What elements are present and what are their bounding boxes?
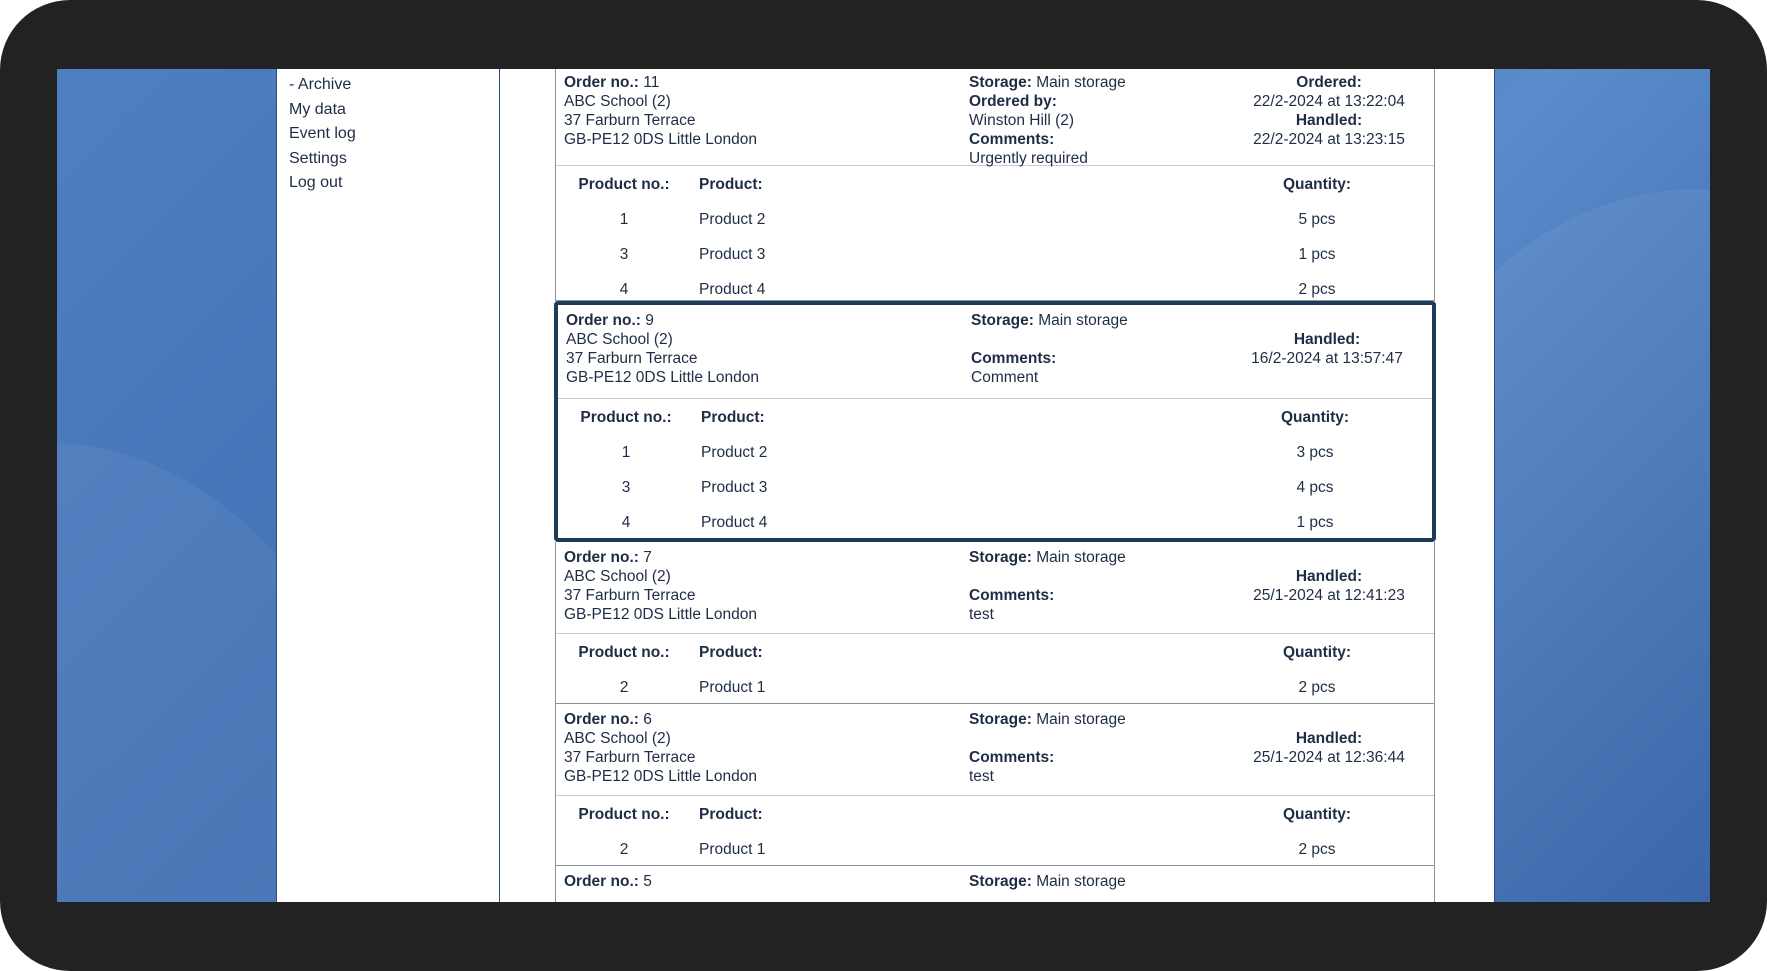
- customer-street: 37 Farburn Terrace: [564, 112, 696, 129]
- sidebar-item-event-log[interactable]: Event log: [289, 125, 356, 142]
- storage-label: Storage:: [969, 873, 1032, 890]
- storage-label: Storage:: [969, 74, 1032, 91]
- customer-name: ABC School (2): [564, 568, 671, 585]
- ordered-date: 22/2-2024 at 13:22:04: [1253, 93, 1405, 110]
- comments-value: Comment: [971, 369, 1039, 386]
- storage-value: Main storage: [1036, 549, 1126, 566]
- handled-date: 16/2-2024 at 13:57:47: [1251, 350, 1403, 367]
- order-address: [566, 311, 759, 387]
- quantity-header: Quantity:: [1282, 644, 1352, 661]
- table-row: [558, 510, 1432, 538]
- product-header: Product:: [699, 176, 763, 193]
- desktop-background: [57, 69, 1710, 902]
- sidebar-item-log-out[interactable]: Log out: [289, 174, 343, 191]
- product-header: Product:: [699, 644, 763, 661]
- customer-city: GB-PE12 0DS Little London: [564, 768, 758, 785]
- product-quantity: 2 pcs: [1298, 281, 1336, 298]
- storage-label: Storage:: [969, 711, 1032, 728]
- order-card[interactable]: [555, 69, 1435, 301]
- comments-value: test: [969, 768, 994, 785]
- order-dates: [1242, 311, 1412, 368]
- product-quantity: 2 pcs: [1298, 841, 1336, 858]
- product-quantity: 4 pcs: [1296, 479, 1334, 496]
- items-header-row: [556, 640, 1434, 675]
- comments-label: Comments:: [971, 350, 1057, 367]
- storage-value: Main storage: [1036, 711, 1126, 728]
- order-items: [556, 166, 1434, 300]
- handled-date: 25/1-2024 at 12:36:44: [1253, 749, 1405, 766]
- product-name: Product 1: [699, 679, 766, 696]
- table-row: [556, 837, 1434, 865]
- order-dates: [1244, 73, 1414, 149]
- product-name: Product 3: [701, 479, 768, 496]
- order-card[interactable]: [555, 866, 1435, 902]
- product-quantity: 3 pcs: [1296, 444, 1334, 461]
- customer-street: 37 Farburn Terrace: [564, 587, 696, 604]
- product-no-header: Product no.:: [578, 806, 670, 823]
- order-card[interactable]: [555, 704, 1435, 866]
- order-info: [971, 311, 1128, 387]
- product-name: Product 4: [701, 514, 768, 531]
- product-no: 1: [621, 444, 631, 461]
- handled-date: 22/2-2024 at 13:23:15: [1253, 131, 1405, 148]
- order-address: [564, 73, 757, 149]
- order-no-label: Order no.:: [566, 312, 641, 329]
- product-name: Product 2: [699, 211, 766, 228]
- product-no: 3: [619, 246, 629, 263]
- table-row: [558, 440, 1432, 475]
- comments-label: Comments:: [969, 749, 1055, 766]
- product-name: Product 1: [699, 841, 766, 858]
- handled-label: Handled:: [1295, 730, 1363, 747]
- customer-name: ABC School (2): [564, 730, 671, 747]
- product-no-header: Product no.:: [580, 409, 672, 426]
- handled-label: Handled:: [1293, 331, 1361, 348]
- customer-name: ABC School (2): [564, 93, 671, 110]
- table-row: [558, 475, 1432, 510]
- order-dates: [1244, 548, 1414, 605]
- customer-city: GB-PE12 0DS Little London: [564, 606, 758, 623]
- order-items: [558, 399, 1432, 538]
- comments-label: Comments:: [969, 131, 1055, 148]
- order-address: [564, 872, 652, 891]
- order-number: 9: [645, 312, 654, 329]
- order-number: 6: [643, 711, 652, 728]
- product-header: Product:: [699, 806, 763, 823]
- customer-street: 37 Farburn Terrace: [564, 749, 696, 766]
- customer-city: GB-PE12 0DS Little London: [566, 369, 760, 386]
- order-items: [556, 634, 1434, 703]
- order-number: 5: [643, 873, 652, 890]
- quantity-header: Quantity:: [1280, 409, 1350, 426]
- product-name: Product 3: [699, 246, 766, 263]
- order-number: 7: [643, 549, 652, 566]
- sidebar-item-my-data[interactable]: My data: [289, 100, 346, 118]
- table-row: [556, 207, 1434, 242]
- order-number: 11: [643, 74, 660, 91]
- storage-label: Storage:: [969, 549, 1032, 566]
- order-info: [969, 73, 1126, 168]
- order-header: [556, 704, 1434, 796]
- ordered-label: Ordered:: [1296, 74, 1362, 91]
- order-no-label: Order no.:: [564, 74, 639, 91]
- storage-value: Main storage: [1036, 74, 1126, 91]
- ordered-by-label: Ordered by:: [969, 93, 1057, 110]
- quantity-header: Quantity:: [1282, 176, 1352, 193]
- handled-date: 25/1-2024 at 12:41:23: [1253, 587, 1405, 604]
- product-quantity: 2 pcs: [1298, 679, 1336, 696]
- table-row: [556, 277, 1434, 300]
- order-header: [558, 305, 1432, 399]
- customer-name: ABC School (2): [566, 331, 673, 348]
- order-card-selected[interactable]: [554, 301, 1436, 542]
- order-card[interactable]: [555, 542, 1435, 704]
- order-dates: [1244, 710, 1414, 767]
- table-row: [556, 675, 1434, 703]
- product-quantity: 5 pcs: [1298, 211, 1336, 228]
- sidebar-item-settings[interactable]: Settings: [289, 149, 347, 167]
- comments-value: Urgently required: [969, 150, 1088, 167]
- app-page: [276, 69, 1495, 902]
- product-quantity: 1 pcs: [1296, 514, 1334, 531]
- order-list: [555, 69, 1435, 902]
- product-quantity: 1 pcs: [1298, 246, 1336, 263]
- handled-label: Handled:: [1295, 112, 1363, 129]
- order-no-label: Order no.:: [564, 873, 639, 890]
- product-no: 4: [621, 514, 631, 531]
- handled-label: Handled:: [1295, 568, 1363, 585]
- comments-label: Comments:: [969, 587, 1055, 604]
- table-row: [556, 242, 1434, 277]
- order-address: [564, 548, 757, 624]
- order-info: [969, 548, 1126, 624]
- sidebar: [277, 69, 500, 902]
- order-items: [556, 796, 1434, 865]
- product-name: Product 4: [699, 281, 766, 298]
- sidebar-item-archive[interactable]: - Archive: [289, 76, 352, 93]
- product-no: 2: [619, 679, 629, 696]
- ordered-by-value: Winston Hill (2): [969, 112, 1075, 129]
- comments-value: test: [969, 606, 994, 623]
- product-no: 4: [619, 281, 629, 298]
- order-header: [556, 69, 1434, 166]
- items-header-row: [558, 405, 1432, 440]
- storage-value: Main storage: [1036, 873, 1126, 890]
- order-header: [556, 542, 1434, 634]
- items-header-row: [556, 802, 1434, 837]
- product-no: 3: [621, 479, 631, 496]
- order-no-label: Order no.:: [564, 549, 639, 566]
- customer-street: 37 Farburn Terrace: [566, 350, 698, 367]
- order-info: [969, 872, 1126, 891]
- order-no-label: Order no.:: [564, 711, 639, 728]
- product-no: 1: [619, 211, 629, 228]
- order-address: [564, 710, 757, 786]
- customer-city: GB-PE12 0DS Little London: [564, 131, 758, 148]
- sidebar-menu: [277, 69, 499, 196]
- product-header: Product:: [701, 409, 765, 426]
- order-header: [556, 866, 1434, 902]
- product-no: 2: [619, 841, 629, 858]
- storage-label: Storage:: [971, 312, 1034, 329]
- items-header-row: [556, 172, 1434, 207]
- order-info: [969, 710, 1126, 786]
- product-no-header: Product no.:: [578, 176, 670, 193]
- quantity-header: Quantity:: [1282, 806, 1352, 823]
- product-no-header: Product no.:: [578, 644, 670, 661]
- storage-value: Main storage: [1038, 312, 1128, 329]
- product-name: Product 2: [701, 444, 768, 461]
